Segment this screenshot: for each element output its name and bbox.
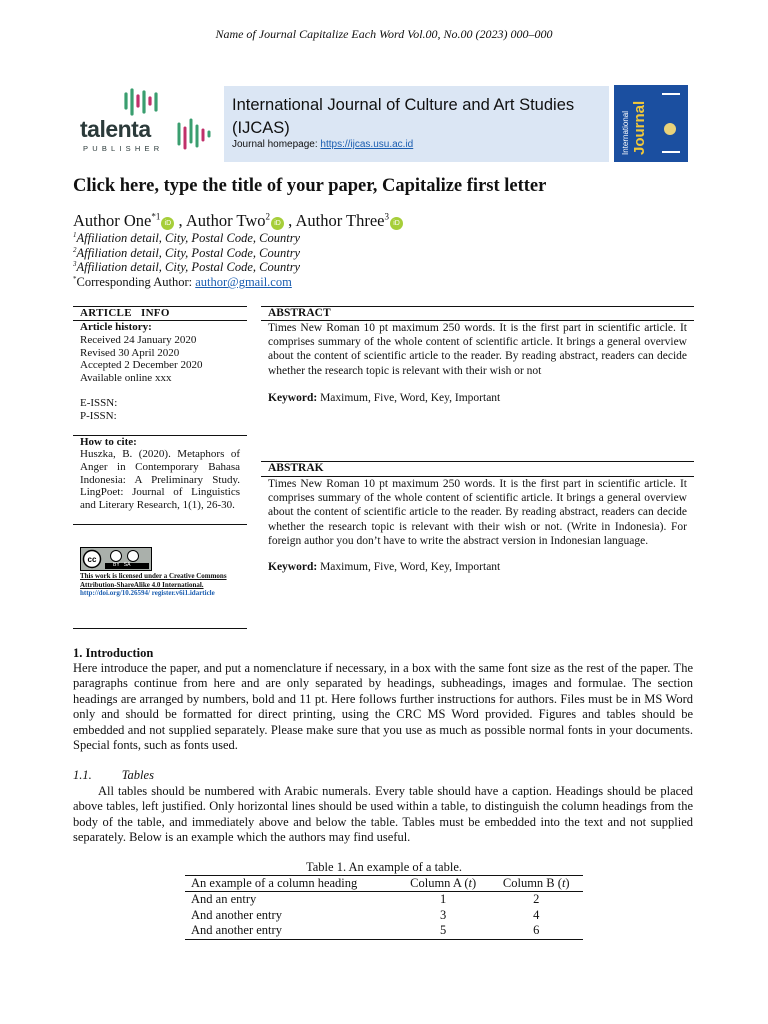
keyword-label: Keyword: — [268, 561, 318, 573]
author-sup: 3 — [384, 211, 390, 222]
keyword-values: Maximum, Five, Word, Key, Important — [317, 561, 501, 573]
affiliation — [73, 231, 300, 246]
pissn: P-ISSN: — [80, 410, 117, 422]
eissn: E-ISSN: — [80, 397, 118, 409]
table-row — [185, 892, 583, 908]
abstract-text: Times New Roman 10 pt maximum 250 words. It is the first part in scientific article. It comprises summary of the whole content of scientific article. It brings a general overview about the content of scientific article to the reader. By reading abstract, readers can decide whether the research topic is relevant with their wish or not — [268, 322, 687, 377]
logo-wordmark: talenta — [80, 116, 151, 142]
table-cell: And an entry — [191, 892, 257, 907]
homepage-label: Journal homepage: — [232, 139, 318, 150]
history-accepted: Accepted 2 December 2020 — [80, 359, 203, 371]
subsection-heading-tables — [73, 768, 154, 783]
table-header-row — [185, 876, 583, 892]
corr-star: * — [73, 275, 77, 283]
corr-email-link[interactable]: author@gmail.com — [195, 275, 292, 290]
tables-paragraph: All tables should be numbered with Arabic numerals. Every table should have a caption. Headings should be placed above tables, left justified. Only horizontal lines should be used within a table, to distinguish the column headings from the body of the table, and immediately above and below the table. Tables must be embedded into the text and not supplied separately. Below is an example which the authors may find useful. — [73, 784, 693, 845]
logo-subtitle: PUBLISHER — [83, 144, 164, 153]
cover-art-icon — [614, 85, 688, 162]
divider — [261, 461, 694, 462]
table-cell: 6 — [489, 923, 583, 939]
svg-text:International: International — [621, 110, 630, 155]
journal-title: International Journal of Culture and Art Studies (IJCAS) — [232, 96, 575, 137]
homepage-link[interactable]: https://ijcas.usu.ac.id — [320, 139, 414, 150]
cite-text: Huszka, B. (2020). Metaphors of Anger in Contemporary Bahasa Indonesia: A Preliminary Study. LingPoet: Journal of Linguistics and Literary Research, 1(1), 26-30. — [80, 448, 240, 512]
table-row — [185, 923, 583, 939]
keyword-values: Maximum, Five, Word, Key, Important — [317, 392, 501, 404]
cc-license-badge[interactable] — [80, 547, 152, 571]
subsection-number: 1.1. — [73, 768, 92, 782]
running-head: Name of Journal Capitalize Each Word Vol.00, No.00 (2023) 000–000 — [215, 27, 553, 41]
author-name: , Author Three — [288, 211, 385, 230]
history-received: Received 24 January 2020 — [80, 334, 197, 346]
subsection-title: Tables — [121, 768, 154, 782]
affiliation-text: Affiliation detail, City, Postal Code, Country — [76, 246, 301, 261]
table-cell: 3 — [440, 907, 447, 922]
journal-cover-image — [614, 85, 688, 162]
affiliation — [73, 260, 300, 275]
abstract-keywords — [268, 391, 687, 405]
svg-text:cc: cc — [87, 555, 97, 564]
license-text[interactable]: This work is licensed under a Creative Commons Attribution-ShareAlike 4.0 International. — [80, 572, 227, 589]
affiliation-sup: 2 — [73, 246, 77, 254]
author-sup: *1 — [151, 211, 161, 222]
divider — [73, 628, 247, 629]
doi-link[interactable]: http://doi.org/10.26594/ register.v6i1.idarticle — [80, 589, 215, 598]
section-heading-introduction: 1. Introduction — [73, 646, 154, 660]
abstrak-text: Times New Roman 10 pt maximum 250 words. It is the first part in scientific article. It comprises summary of the whole content of scientific article. It brings a general overview about the content of scientific article to the reader. By reading abstract, readers can decide whether the research topic is relevant with their wish or not. (Write in Indonesia). For foreign author you don’t have to write the abstract version in Indonesian language. — [268, 478, 687, 547]
paper-title: Click here, type the title of your paper, Capitalize first letter — [73, 176, 547, 196]
table-cell: 1 — [440, 892, 447, 907]
affiliation-sup: 1 — [73, 231, 77, 239]
orcid-icon[interactable]: iD — [271, 217, 284, 230]
svg-text:Journal: Journal — [631, 100, 648, 155]
article-info-heading: ARTICLE INFO — [80, 307, 170, 319]
author-name: , Author Two — [178, 211, 266, 230]
affiliation-text: Affiliation detail, City, Postal Code, Country — [76, 231, 301, 246]
journal-homepage — [232, 139, 413, 150]
history-revised: Revised 30 April 2020 — [80, 347, 180, 359]
corresponding-author — [73, 275, 292, 290]
table-header-cell: Column B (t) — [489, 876, 583, 892]
orcid-icon[interactable]: iD — [161, 217, 174, 230]
author-sup: 2 — [265, 211, 270, 222]
intro-paragraph: Here introduce the paper, and put a nomenclature if necessary, in a box with the same font size as the rest of the paper. The paragraphs continue from here and are only separated by headings, subheadings, images and formulae. The section headings are arranged by numbers, bold and 11 pt. Here follows further instructions for authors. Files must be in MS Word only and should be formatted for direct printing, using the CRC MS Word provided. Figures and tables should be embedded and not supplied separately. Please make sure that you use as much as possible normal fonts in your documents. Special fonts, such as fonts used. — [73, 661, 693, 753]
corr-label: Corresponding Author: — [76, 275, 196, 290]
cite-label: How to cite: — [80, 436, 137, 448]
table-header-cell: Column A (t) — [397, 876, 490, 892]
example-table — [185, 875, 583, 940]
divider — [73, 524, 247, 525]
abstrak-keywords — [268, 560, 687, 574]
history-online: Available online xxx — [80, 372, 172, 384]
affiliation-sup: 3 — [73, 260, 77, 268]
table-cell: 2 — [533, 892, 540, 907]
author-name: Author One — [73, 211, 152, 230]
affiliation — [73, 246, 300, 261]
table-row — [185, 908, 583, 923]
orcid-icon[interactable]: iD — [390, 217, 403, 230]
publisher-logo — [80, 86, 215, 158]
table-cell: And another entry — [191, 907, 282, 922]
table-cell: And another entry — [185, 923, 397, 939]
keyword-label: Keyword: — [268, 392, 318, 404]
table-caption: Table 1. An example of a table. — [305, 860, 462, 874]
affiliation-text: Affiliation detail, City, Postal Code, Country — [76, 260, 301, 275]
author-list — [73, 211, 403, 231]
abstrak-heading: ABSTRAK — [268, 462, 324, 474]
table-header-cell: An example of a column heading — [185, 876, 397, 892]
abstract-heading: ABSTRACT — [268, 307, 331, 319]
license-block — [80, 572, 240, 598]
table-cell: 4 — [533, 907, 540, 922]
history-label: Article history: — [80, 321, 152, 333]
table-cell: 5 — [397, 923, 490, 939]
journal-banner — [224, 86, 609, 162]
cc-badge-text: BY SA — [113, 562, 131, 568]
logo-waves-icon — [175, 114, 215, 154]
